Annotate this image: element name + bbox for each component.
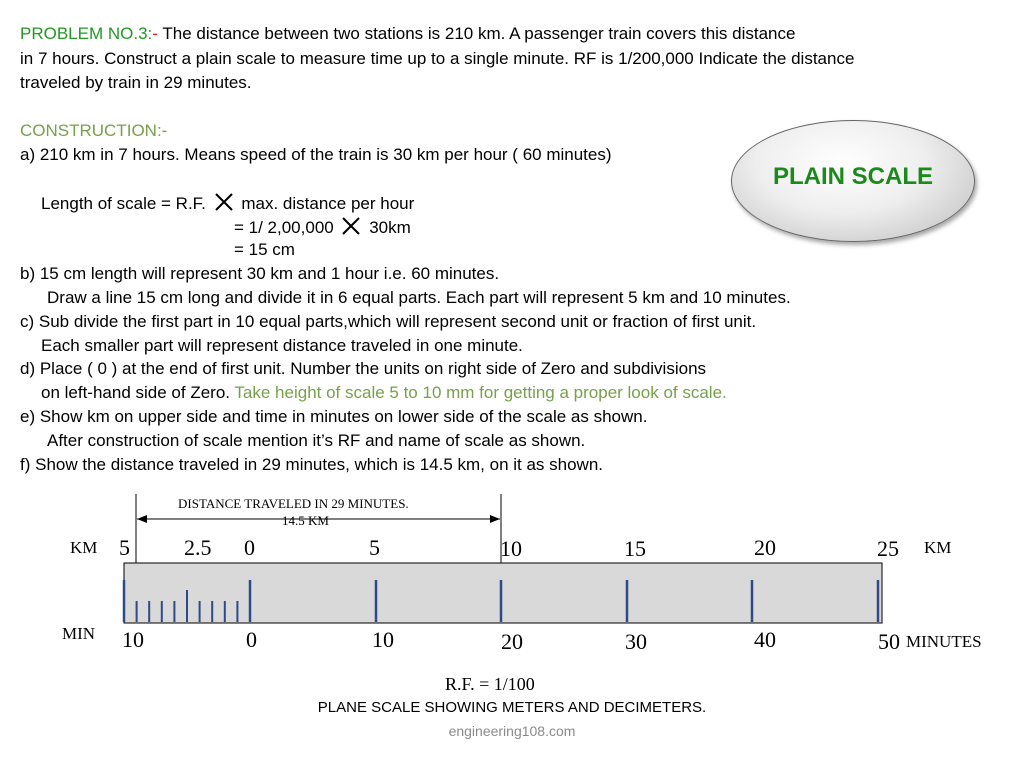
badge-label: PLAIN SCALE xyxy=(772,163,933,190)
distance-caption: DISTANCE TRAVELED IN 29 MINUTES. xyxy=(178,496,409,511)
arrow-left-icon xyxy=(137,515,147,523)
km-tick-label: 5 xyxy=(369,535,380,560)
min-tick-label: 40 xyxy=(754,627,776,652)
min-label-left: MIN xyxy=(62,624,96,643)
arrow-right-icon xyxy=(490,515,500,523)
min-tick-label: 20 xyxy=(501,629,523,654)
d2-text: on left-hand side of Zero. xyxy=(41,383,235,402)
watermark: engineering108.com xyxy=(448,723,576,739)
km-tick-label: 2.5 xyxy=(184,535,212,560)
problem-line-2: in 7 hours. Construct a plain scale to measure time up to a single minute. RF is 1/200,000 Indicate the distance xyxy=(20,49,855,68)
problem-dash: - xyxy=(152,24,158,43)
construction-step-c2: Each smaller part will represent distance traveled in one minute. xyxy=(41,336,523,355)
rf-text: R.F. = 1/100 xyxy=(445,674,535,694)
problem-line-3: traveled by train in 29 minutes. xyxy=(20,73,252,92)
min-tick-label: 10 xyxy=(122,627,144,652)
construction-step-e2: After construction of scale mention it’s RF and name of scale as shown. xyxy=(47,431,586,450)
min-label-right: MINUTES xyxy=(906,632,982,651)
min-tick-label: 30 xyxy=(625,629,647,654)
construction-heading: CONSTRUCTION:- xyxy=(20,121,168,140)
scale-caption: PLANE SCALE SHOWING METERS AND DECIMETERS. xyxy=(317,699,707,716)
construction-step-e1: e) Show km on upper side and time in minutes on lower side of the scale as shown. xyxy=(20,407,648,426)
construction-step-d1: d) Place ( 0 ) at the end of first unit. Number the units on right side of Zero and subdivisions xyxy=(20,359,707,378)
construction-step-c1: c) Sub divide the first part in 10 equal parts,which will represent second unit or fraction of first unit. xyxy=(20,312,757,331)
construction-step-b1: b) 15 cm length will represent 30 km and 1 hour i.e. 60 minutes. xyxy=(20,264,500,283)
min-tick-label: 0 xyxy=(246,627,257,652)
calc1-suffix: 30km xyxy=(369,218,411,237)
distance-value: 14.5 KM xyxy=(282,513,329,528)
km-label-left: KM xyxy=(70,538,98,557)
length-prefix: Length of scale = R.F. xyxy=(41,194,206,213)
problem-heading: PROBLEM NO.3: xyxy=(20,24,153,43)
min-tick-label: 50 xyxy=(878,629,900,654)
calc1-prefix: = 1/ 2,00,000 xyxy=(234,218,334,237)
km-tick-label: 20 xyxy=(754,535,776,560)
km-tick-label: 10 xyxy=(500,536,522,561)
km-label-right: KM xyxy=(924,538,952,557)
km-tick-label: 5 xyxy=(119,535,130,560)
min-tick-label: 10 xyxy=(372,627,394,652)
km-tick-label: 0 xyxy=(244,535,255,560)
km-tick-label: 15 xyxy=(624,536,646,561)
calc-line-2: = 15 cm xyxy=(234,240,295,259)
construction-step-a: a) 210 km in 7 hours. Means speed of the train is 30 km per hour ( 60 minutes) xyxy=(20,145,612,164)
length-suffix: max. distance per hour xyxy=(241,194,415,213)
d2-highlight: Take height of scale 5 to 10 mm for getting a proper look of scale. xyxy=(234,383,727,402)
construction-step-f: f) Show the distance traveled in 29 minutes, which is 14.5 km, on it as shown. xyxy=(20,455,604,474)
problem-text-1: The distance between two stations is 210 km. A passenger train covers this distance xyxy=(157,24,796,43)
km-tick-label: 25 xyxy=(877,536,899,561)
construction-step-b2: Draw a line 15 cm long and divide it in 6 equal parts. Each part will represent 5 km and 10 minutes. xyxy=(47,288,791,307)
